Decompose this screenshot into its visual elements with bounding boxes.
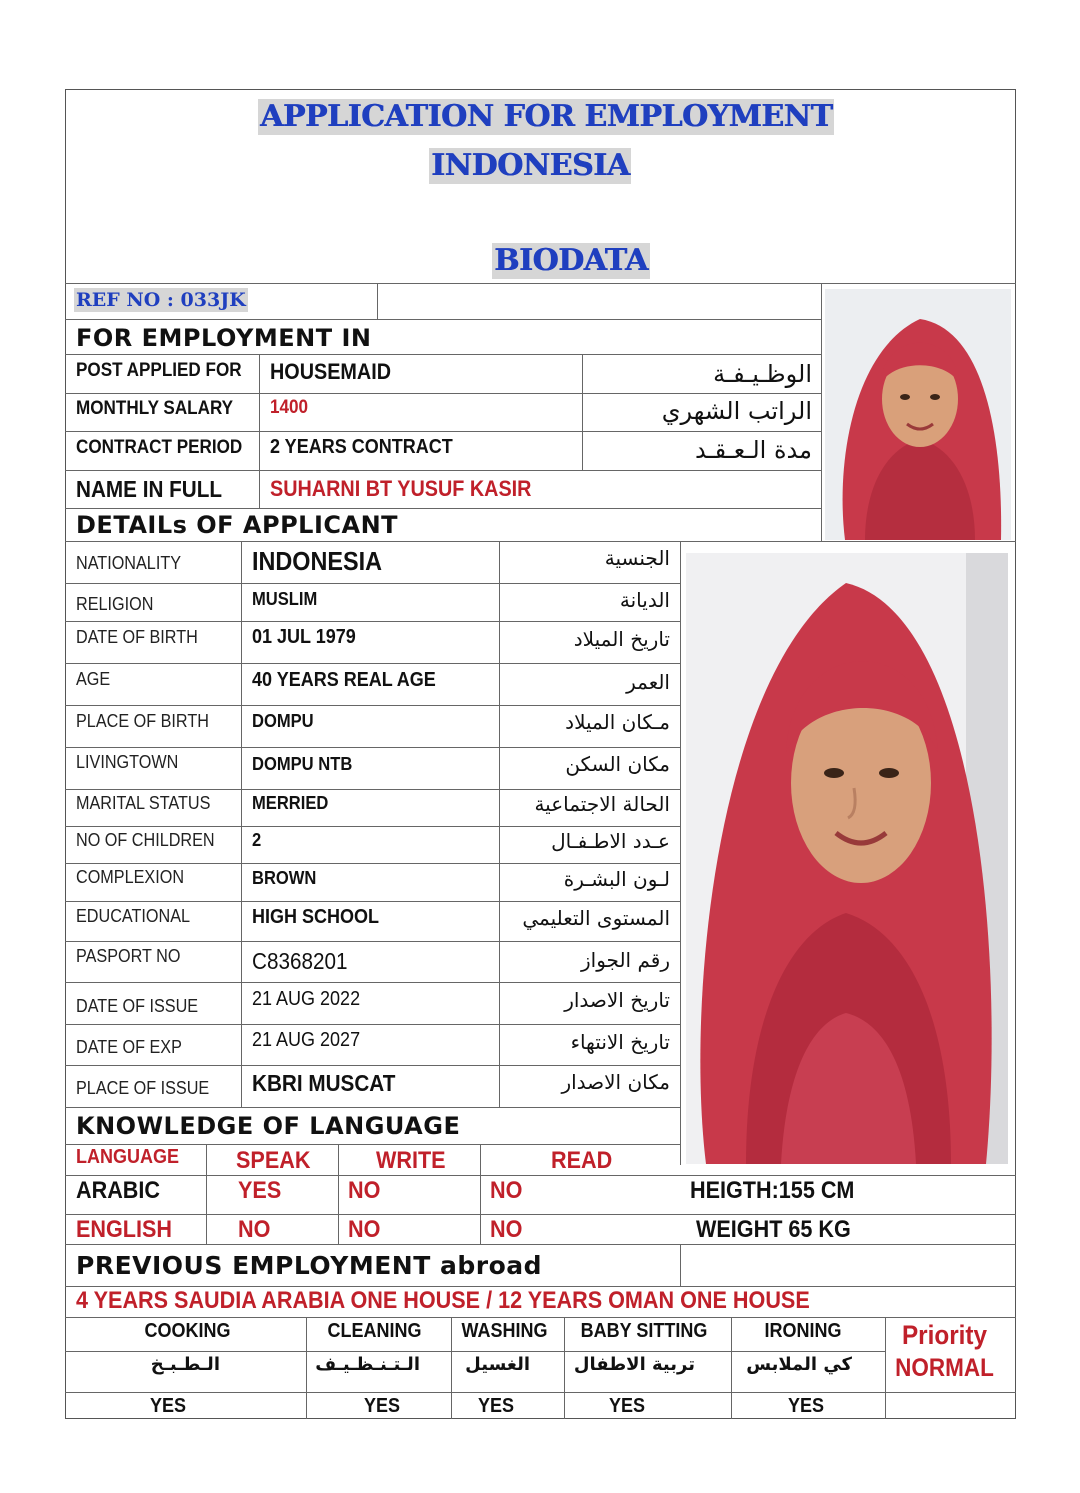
height-value: HEIGTH:155 CM <box>690 1177 855 1204</box>
applicant-photo-small <box>825 289 1011 540</box>
skill-cleaning-label: CLEANING <box>327 1320 422 1342</box>
monthly-salary-arabic: الراتب الشهري <box>661 397 812 425</box>
monthly-salary-label: MONTHLY SALARY <box>76 398 234 419</box>
title-country: INDONESIA <box>431 148 630 183</box>
religion-value: MUSLIM <box>252 589 318 609</box>
children-label: NO OF CHILDREN <box>76 830 215 850</box>
lang-header-language: LANGUAGE <box>76 1146 180 1168</box>
children-arabic: عـدد الاطـفـال <box>551 829 670 853</box>
section-previous: PREVIOUS EMPLOYMENT abroad <box>76 1251 543 1280</box>
skill-ironing-label: IRONING <box>764 1320 842 1342</box>
lang-header-read: READ <box>551 1147 613 1174</box>
place-of-issue-label: PLACE OF ISSUE <box>76 1078 210 1098</box>
applicant-photo-large <box>686 553 1008 1164</box>
section-language: KNOWLEDGE OF LANGUAGE <box>76 1112 461 1140</box>
skill-ironing-value: YES <box>788 1395 825 1417</box>
monthly-salary-value: 1400 <box>270 397 309 418</box>
arabic-write: NO <box>348 1177 381 1204</box>
skill-cooking-label: COOKING <box>144 1320 231 1342</box>
name-value: SUHARNI BT YUSUF KASIR <box>270 476 532 501</box>
place-of-birth-label: PLACE OF BIRTH <box>76 711 209 731</box>
age-value: 40 YEARS REAL AGE <box>252 669 436 691</box>
name-label: NAME IN FULL <box>76 476 223 502</box>
complexion-value: BROWN <box>252 868 317 888</box>
skill-babysitting-value: YES <box>609 1395 646 1417</box>
lang-arabic: ARABIC <box>76 1177 160 1204</box>
date-of-issue-value: 21 AUG 2022 <box>252 988 361 1010</box>
contract-period-value: 2 YEARS CONTRACT <box>270 436 453 458</box>
skill-washing-arabic: الغسيل <box>465 1354 530 1375</box>
contract-period-arabic: مدة الـعـقـد <box>694 436 812 464</box>
skill-babysitting-arabic: تربية الاطفال <box>573 1354 695 1375</box>
section-details: DETAILs OF APPLICANT <box>76 511 399 539</box>
date-of-exp-value: 21 AUG 2027 <box>252 1029 361 1051</box>
nationality-value: INDONESIA <box>252 546 383 576</box>
complexion-arabic: لـون البشـرة <box>563 867 670 891</box>
ref-number: REF NO : 033JK <box>76 289 246 311</box>
educational-value: HIGH SCHOOL <box>252 906 380 928</box>
post-applied-arabic: الوظـيـفـة <box>713 360 812 388</box>
skill-cleaning-value: YES <box>364 1395 401 1417</box>
educational-label: EDUCATIONAL <box>76 906 191 926</box>
lang-header-write: WRITE <box>376 1147 446 1174</box>
nationality-label: NATIONALITY <box>76 553 182 573</box>
passport-label: PASPORT NO <box>76 946 181 966</box>
livingtown-label: LIVINGTOWN <box>76 752 179 772</box>
contract-period-label: CONTRACT PERIOD <box>76 437 243 458</box>
date-of-exp-arabic: تاريخ الانتهاء <box>570 1030 670 1054</box>
english-speak: NO <box>238 1216 271 1243</box>
skill-babysitting-label: BABY SITTING <box>580 1320 708 1342</box>
previous-employment-text: 4 YEARS SAUDIA ARABIA ONE HOUSE / 12 YEARS OMAN ONE HOUSE <box>76 1287 810 1314</box>
religion-label: RELIGION <box>76 594 154 614</box>
priority-value: NORMAL <box>895 1354 994 1382</box>
children-value: 2 <box>252 830 262 850</box>
english-read: NO <box>490 1216 523 1243</box>
dob-label: DATE OF BIRTH <box>76 627 198 647</box>
arabic-speak: YES <box>238 1177 282 1204</box>
complexion-label: COMPLEXION <box>76 867 185 887</box>
marital-status-value: MERRIED <box>252 793 329 813</box>
skill-washing-value: YES <box>478 1395 515 1417</box>
skill-cooking-value: YES <box>150 1395 187 1417</box>
skill-cleaning-arabic: الـتـنـظـيـف <box>315 1354 420 1375</box>
post-applied-label: POST APPLIED FOR <box>76 360 242 381</box>
dob-value: 01 JUL 1979 <box>252 626 356 648</box>
date-of-exp-label: DATE OF EXP <box>76 1037 182 1057</box>
title-application: APPLICATION FOR EMPLOYMENT <box>260 99 833 134</box>
post-applied-value: HOUSEMAID <box>270 359 392 384</box>
title-biodata: BIODATA <box>494 243 648 278</box>
age-label: AGE <box>76 669 111 689</box>
religion-arabic: الديانة <box>619 588 670 612</box>
livingtown-arabic: مكان السكن <box>565 752 670 776</box>
place-of-issue-value: KBRI MUSCAT <box>252 1070 396 1096</box>
educational-arabic: المستوى التعليمي <box>522 906 670 930</box>
date-of-issue-label: DATE OF ISSUE <box>76 996 199 1016</box>
dob-arabic: تاريخ الميلاد <box>573 627 670 651</box>
priority-label: Priority <box>901 1320 988 1350</box>
date-of-issue-arabic: تاريخ الاصدار <box>564 988 670 1012</box>
marital-status-arabic: الحالة الاجتماعية <box>534 792 670 816</box>
place-of-birth-arabic: مـكان الميلاد <box>565 710 670 734</box>
age-arabic: العمر <box>626 670 670 694</box>
skill-ironing-arabic: كي الملابس <box>746 1354 852 1375</box>
lang-english: ENGLISH <box>76 1216 173 1243</box>
weight-value: WEIGHT 65 KG <box>696 1216 851 1243</box>
lang-header-speak: SPEAK <box>236 1147 311 1174</box>
place-of-birth-value: DOMPU <box>252 711 314 731</box>
livingtown-value: DOMPU NTB <box>252 754 353 774</box>
passport-arabic: رقم الجواز <box>581 948 670 972</box>
passport-value: C8368201 <box>252 948 348 974</box>
arabic-read: NO <box>490 1177 523 1204</box>
marital-status-label: MARITAL STATUS <box>76 793 211 813</box>
place-of-issue-arabic: مكان الاصدار <box>561 1070 670 1094</box>
skill-washing-label: WASHING <box>461 1320 548 1342</box>
section-employment: FOR EMPLOYMENT IN <box>76 324 372 352</box>
nationality-arabic: الجنسية <box>604 546 670 570</box>
skill-cooking-arabic: الـطـبـخ <box>150 1354 220 1375</box>
english-write: NO <box>348 1216 381 1243</box>
